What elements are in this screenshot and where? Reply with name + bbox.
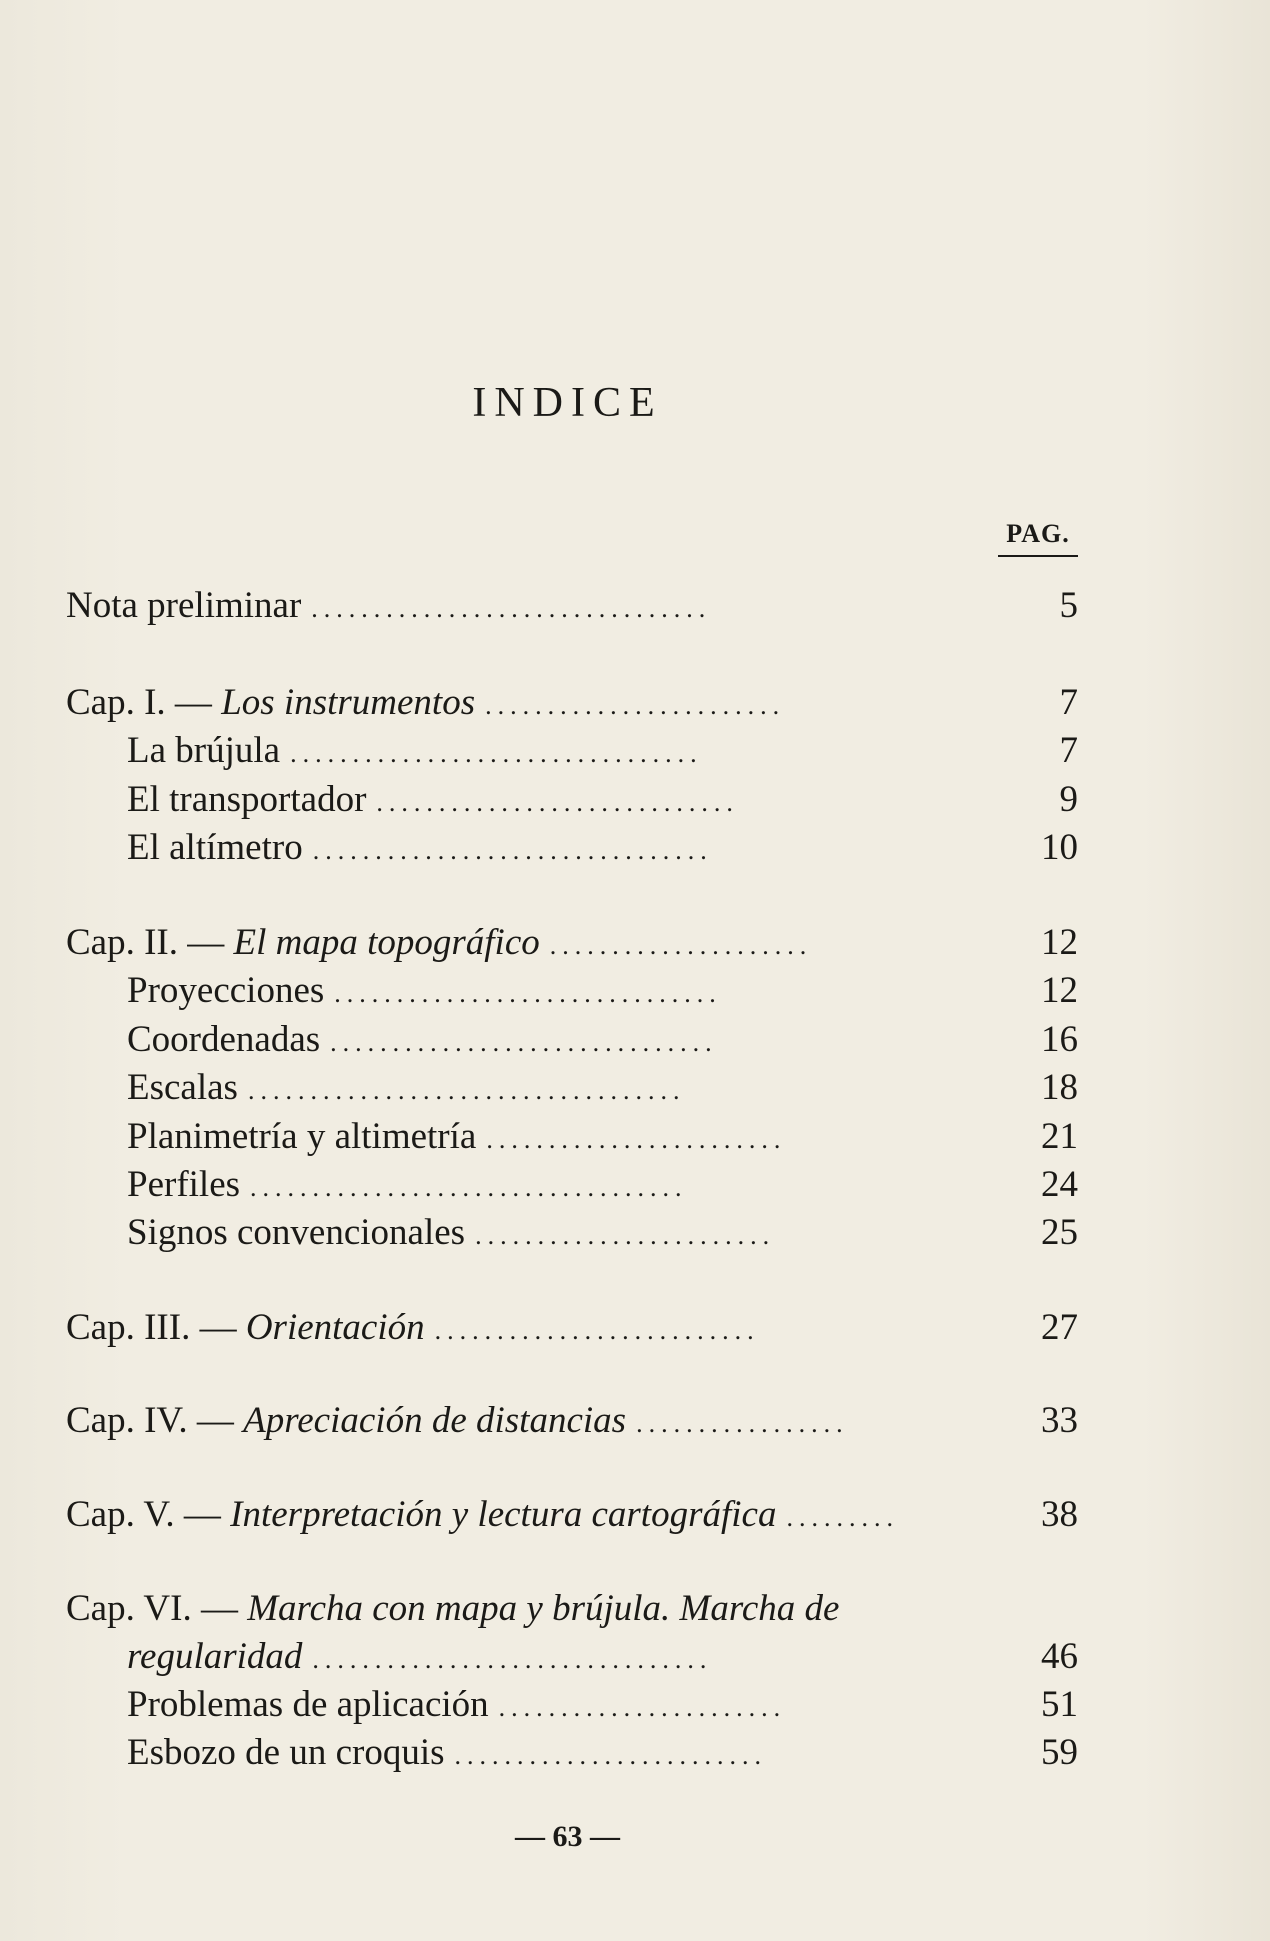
- leader-dots: ........................: [485, 691, 786, 720]
- toc-entry-page: 38: [1041, 1494, 1078, 1535]
- leader-dots: ................................: [312, 836, 713, 865]
- toc-entry-title: [127, 1114, 786, 1163]
- toc-entry-chapter-title: regularidad: [127, 1636, 303, 1677]
- toc-entry: [0, 1682, 1270, 1728]
- page-title: INDICE: [472, 380, 663, 426]
- leader-dots: .............................: [376, 788, 739, 817]
- toc-entry-label: Cap. IV. —: [66, 1400, 244, 1441]
- toc-entry-page: 24: [1041, 1164, 1078, 1205]
- toc-entry: [0, 1492, 1270, 1538]
- toc-entry-chapter-title: El mapa topográfico: [233, 922, 540, 963]
- toc-entry: [0, 1634, 1270, 1680]
- leader-dots: .....................: [549, 931, 813, 960]
- leader-dots: ........................: [486, 1125, 787, 1154]
- toc-entry-label: Cap. I. —: [66, 682, 222, 723]
- toc-entry: [0, 920, 1270, 966]
- toc-entry-label: Nota preliminar: [66, 585, 302, 626]
- toc-entry-title: [66, 1492, 899, 1541]
- leader-dots: ...............................: [330, 1028, 718, 1057]
- toc-entry-title: [66, 1305, 760, 1354]
- leader-dots: ................................: [312, 1645, 713, 1674]
- leader-dots: ...............................: [334, 979, 722, 1008]
- page-number: — 63 —: [515, 1820, 620, 1853]
- toc-entry-label: Cap. VI. —: [66, 1588, 248, 1629]
- leader-dots: ................................: [311, 594, 712, 623]
- toc-entry-label: Perfiles: [127, 1164, 241, 1205]
- toc-entry-page: 9: [1059, 779, 1078, 820]
- toc-entry-title: [66, 583, 711, 632]
- toc-entry: [0, 583, 1270, 629]
- toc-entry: [0, 1730, 1270, 1776]
- toc-entry-title: [127, 1634, 712, 1683]
- toc-entry-title: [127, 1730, 767, 1779]
- toc-entry-label: Esbozo de un croquis: [127, 1732, 445, 1773]
- toc-entry: [0, 680, 1270, 726]
- toc-entry-page: 18: [1041, 1067, 1078, 1108]
- leader-dots: .................................: [290, 739, 703, 768]
- toc-entry: [0, 1586, 1270, 1632]
- toc-entry-title: [66, 680, 785, 729]
- toc-entry-label: El transportador: [127, 779, 367, 820]
- toc-entry-label: Problemas de aplicación: [127, 1684, 489, 1725]
- toc-entry-label: El altímetro: [127, 827, 303, 868]
- toc-entry-page: 12: [1041, 970, 1078, 1011]
- leader-dots: .........................: [454, 1741, 768, 1770]
- toc-entry: [0, 1305, 1270, 1351]
- toc-entry-title: [127, 968, 722, 1017]
- toc-entry: [0, 968, 1270, 1014]
- toc-entry-chapter-title: Apreciación de distancias: [243, 1400, 627, 1441]
- toc-entry: [0, 728, 1270, 774]
- toc-entry-title: [127, 1162, 688, 1211]
- toc-entry: [0, 1210, 1270, 1256]
- leader-dots: ...................................: [247, 1076, 686, 1105]
- toc-entry-label: Signos convencionales: [127, 1212, 466, 1253]
- toc-entry-page: 21: [1041, 1116, 1078, 1157]
- toc-entry-label: La brújula: [127, 730, 281, 771]
- toc-entry-label: Planimetría y altimetría: [127, 1116, 477, 1157]
- toc-entry-page: 16: [1041, 1019, 1078, 1060]
- toc-entry-page: 7: [1059, 730, 1078, 771]
- leader-dots: .........: [786, 1503, 899, 1532]
- toc-entry-page: 5: [1059, 585, 1078, 626]
- toc-entry-chapter-title: Marcha con mapa y brújula. Marcha de: [247, 1588, 840, 1629]
- toc-entry-label: Cap. III. —: [66, 1307, 246, 1348]
- toc-entry-label: Cap. V. —: [66, 1494, 231, 1535]
- toc-entry-page: 59: [1041, 1732, 1078, 1773]
- toc-entry-title: [127, 1210, 775, 1259]
- toc-entry-page: 10: [1041, 827, 1078, 868]
- toc-entry-page: 46: [1041, 1636, 1078, 1677]
- toc-entry-title: [127, 728, 703, 777]
- page-column-header: PAG.: [998, 519, 1078, 557]
- toc-entry-title: [127, 825, 713, 874]
- toc-entry: [0, 777, 1270, 823]
- toc-entry-chapter-title: Interpretación y lectura cartográfica: [230, 1494, 777, 1535]
- toc-entry-page: 7: [1059, 682, 1078, 723]
- toc-entry-title: [127, 1017, 718, 1066]
- toc-entry-title: [127, 777, 739, 826]
- toc-entry-chapter-title: Los instrumentos: [221, 682, 476, 723]
- toc-entry-label: Escalas: [127, 1067, 238, 1108]
- leader-dots: .................: [636, 1409, 849, 1438]
- toc-entry-page: 51: [1041, 1684, 1078, 1725]
- toc-entry: [0, 825, 1270, 871]
- toc-entry: [0, 1065, 1270, 1111]
- toc-entry: [0, 1114, 1270, 1160]
- toc-entry-title: [127, 1065, 685, 1114]
- toc-entry-label: Proyecciones: [127, 970, 325, 1011]
- toc-entry-title: [66, 1398, 849, 1447]
- toc-entry: [0, 1162, 1270, 1208]
- leader-dots: .......................: [498, 1693, 787, 1722]
- toc-entry-label: Cap. II. —: [66, 922, 234, 963]
- toc-entry-page: 12: [1041, 922, 1078, 963]
- toc-entry-chapter-title: Orientación: [245, 1307, 425, 1348]
- toc-entry: [0, 1398, 1270, 1444]
- toc-entry-page: 33: [1041, 1400, 1078, 1441]
- toc-entry-label: Coordenadas: [127, 1019, 321, 1060]
- toc-entry-page: 25: [1041, 1212, 1078, 1253]
- toc-entry-title: [66, 920, 812, 969]
- toc-entry: [0, 1017, 1270, 1063]
- toc-entry-page: 27: [1041, 1307, 1078, 1348]
- leader-dots: ..........................: [434, 1316, 760, 1345]
- toc-entry-title: [66, 1586, 839, 1632]
- leader-dots: ...................................: [250, 1173, 688, 1202]
- toc-entry-title: [127, 1682, 786, 1731]
- leader-dots: ........................: [475, 1221, 776, 1250]
